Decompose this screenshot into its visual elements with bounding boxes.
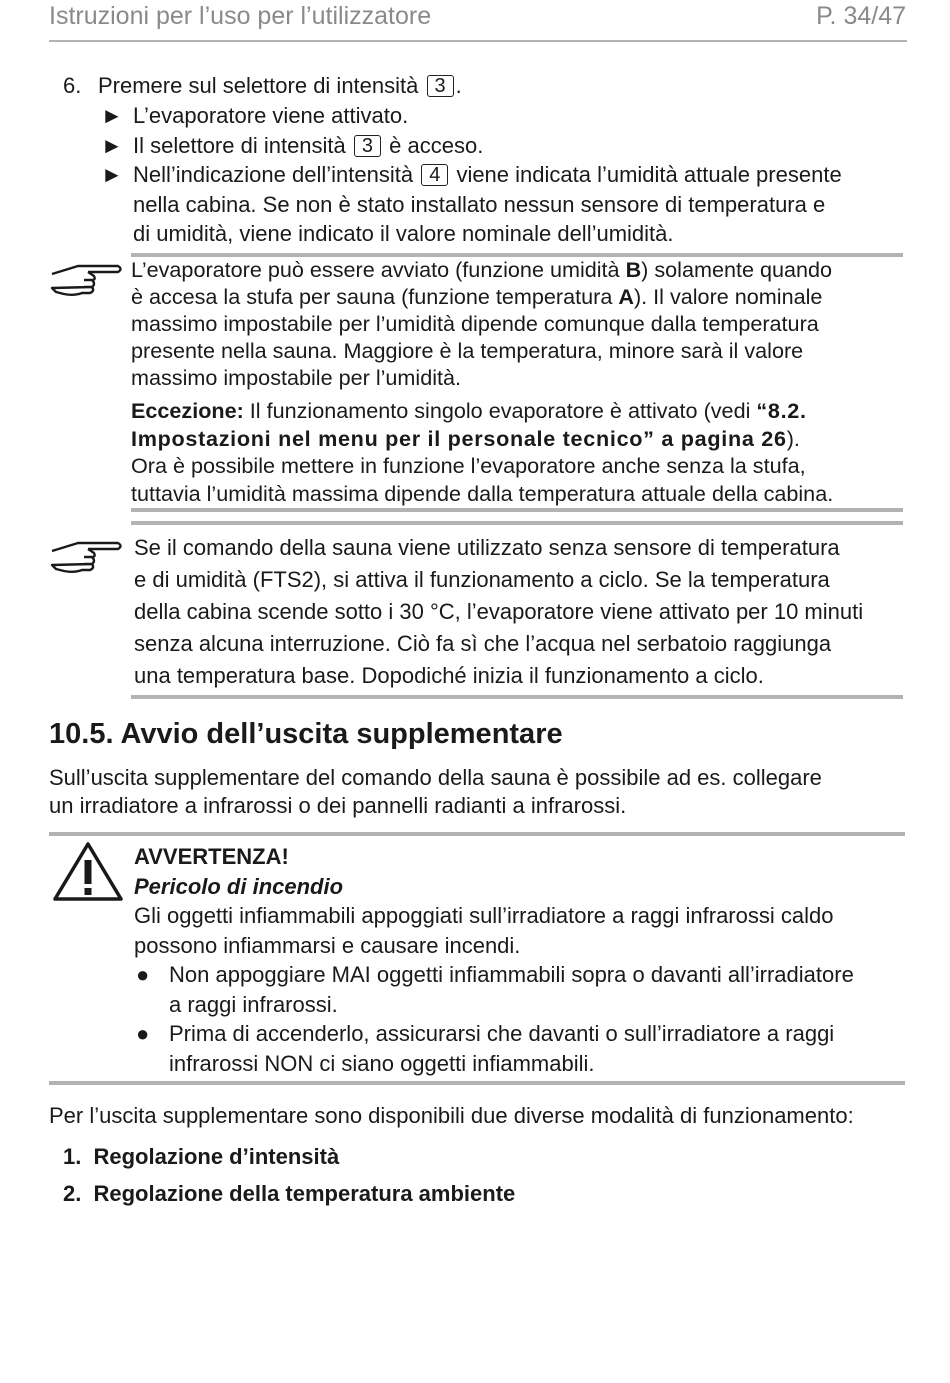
pointing-hand-icon xyxy=(48,535,124,577)
header-divider xyxy=(49,40,907,42)
note-2-text: Se il comando della sauna viene utilizzato senza sensore di temperatura e di umidità (FTS2), si attiva il funzionamento a ciclo. Se la temperatura della cabina scende sotto i 30 °C, l’evaporatore viene attivato per 10 minuti senza alcuna interruzione. Ciò fa sì che l’acqua nel serbatoio raggiunga una temperatura base. Dopodiché inizia il funzionamento a ciclo. xyxy=(134,535,864,688)
note-bottom-border xyxy=(131,695,903,699)
result-item: ► Nell’indicazione dell’intensità 4 viene indicata l’umidità attuale presente nella cabina. Se non è stato installato nessun sensore di temperatura e di umidità, viene indicato il valore nominale dell’umidità. xyxy=(101,162,842,246)
note-1-text: L’evaporatore può essere avviato (funzione umidità B) solamente quando è accesa la stufa per sauna (funzione temperatura A). Il valore nominale massimo impostabile per l’umidità dipende comunque dalla temperatura presente nella sauna. Maggiore è la temperatura, minore sarà il valore massimo impostabile per l’umidità. xyxy=(131,257,833,390)
arrow-right-icon: ► xyxy=(101,162,123,187)
step-6-text: Premere sul selettore di intensità 3 . xyxy=(98,73,462,98)
warning-bullet: ● Prima di accenderlo, assicurarsi che davanti o sull’irradiatore a raggi infrarossi NON ci siano oggetti infiammabili. xyxy=(136,1021,835,1076)
intensity-selector-key: 3 xyxy=(354,135,381,157)
warning-subtitle: Pericolo di incendio xyxy=(134,873,344,899)
intensity-display-key: 4 xyxy=(421,164,448,186)
arrow-right-icon: ► xyxy=(101,103,123,128)
warning-content: AVVERTENZA! Pericolo di incendio Gli oggetti infiammabili appoggiati sull’irradiatore a raggi infrarossi caldo possono infiammarsi e causare incendi. ● Non appoggiare MAI oggetti infiammabili sopra o davanti all’irradiatore a raggi infrarossi. ● Prima di accenderlo, assicurarsi che davanti o sull’irradiatore a raggi infrarossi NON ci siano oggetti infiammabili. xyxy=(134,842,854,1078)
note-top-border xyxy=(131,521,903,525)
note-1-exception: Eccezione: Il funzionamento singolo evaporatore è attivato (vedi “8.2. Impostazioni nel menu per il personale tecnico” a pagina 26). Ora è possibile mettere in funzione l’evaporatore anche senza la stufa, tuttavia l’umidità massima dipende dalla temperatura attuale della cabina. xyxy=(131,398,834,506)
pointing-hand-icon xyxy=(48,258,124,300)
page-number: P. 34/47 xyxy=(816,2,906,30)
step-6-results xyxy=(101,101,911,249)
warning-title: AVVERTENZA! xyxy=(134,844,289,869)
modes-list xyxy=(63,1138,515,1212)
header-title: Istruzioni per l’uso per l’utilizzatore xyxy=(49,2,432,30)
result-item: ► L’evaporatore viene attivato. xyxy=(101,101,911,131)
cross-reference-link[interactable]: Impostazioni nel menu per il personale tecnico” a pagina 26 xyxy=(131,425,787,451)
intensity-selector-key: 3 xyxy=(427,75,454,97)
warning-bullet: ● Non appoggiare MAI oggetti infiammabili sopra o davanti all’irradiatore a raggi infrarossi. xyxy=(136,962,854,1017)
note-bottom-border xyxy=(131,508,903,512)
warning-top-border xyxy=(49,832,905,836)
bullet-icon: ● xyxy=(136,1021,150,1046)
bullet-icon: ● xyxy=(136,962,150,987)
warning-bottom-border xyxy=(49,1081,905,1085)
list-item: 1. Regolazione d’intensità xyxy=(63,1144,340,1169)
step-number: 6. xyxy=(63,73,82,98)
section-heading: 10.5. Avvio dell’uscita supplementare xyxy=(49,718,563,750)
section-intro: Sull’uscita supplementare del comando della sauna è possibile ad es. collegare un irradiatore a infrarossi o dei pannelli radianti a infrarossi. xyxy=(49,765,822,818)
modes-intro: Per l’uscita supplementare sono disponibili due diverse modalità di funzionamento: xyxy=(49,1103,854,1128)
list-item: 2. Regolazione della temperatura ambiente xyxy=(63,1181,516,1206)
result-item: ► Il selettore di intensità 3 è acceso. xyxy=(101,131,911,161)
warning-triangle-icon xyxy=(52,840,124,902)
arrow-right-icon: ► xyxy=(101,132,123,158)
